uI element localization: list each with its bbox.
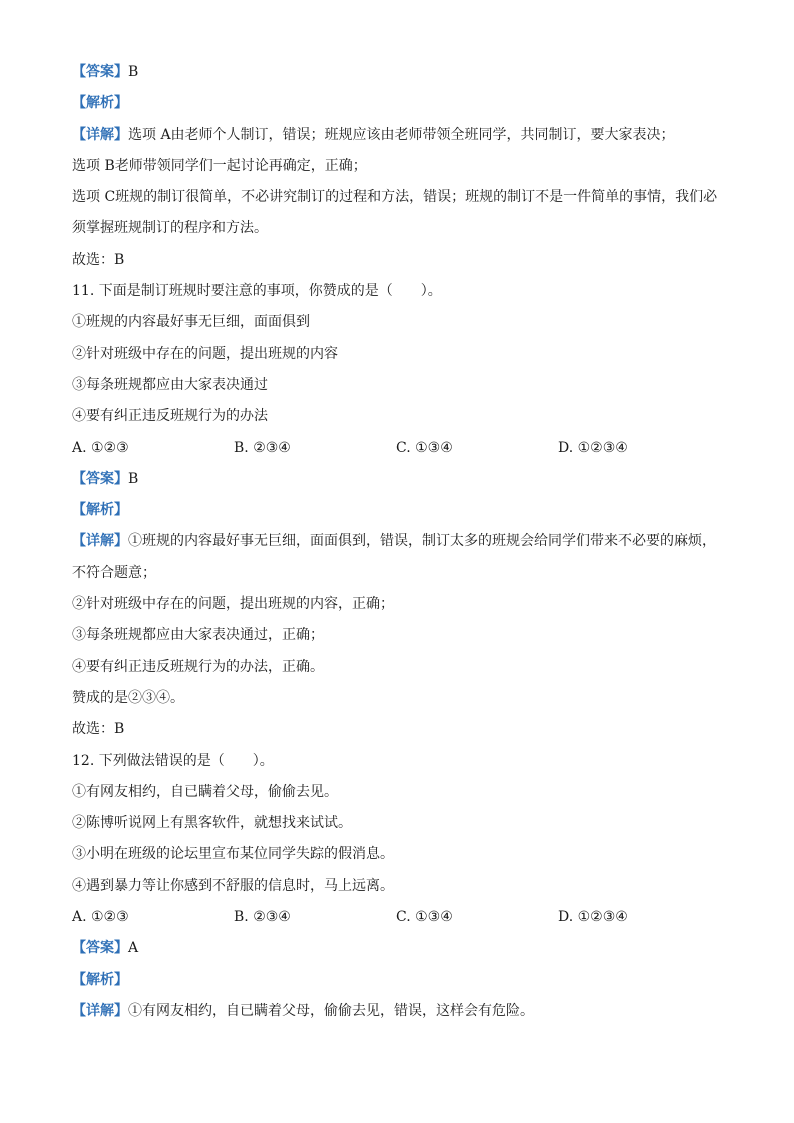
option-c: C. ①③④ bbox=[396, 439, 453, 456]
option-a: A. ①②③ bbox=[72, 439, 129, 456]
answer-line bbox=[72, 938, 732, 959]
detail-tag: 【详解】 bbox=[72, 1002, 128, 1019]
detail-line bbox=[72, 1001, 732, 1022]
answer-value: A bbox=[128, 940, 139, 957]
question-stem: 12. 下列做法错误的是（ ）。 bbox=[72, 752, 274, 769]
question-item: ②针对班级中存在的问题，提出班规的内容 bbox=[72, 345, 338, 362]
analysis-tag: 【解析】 bbox=[72, 95, 128, 112]
analysis-tag: 【解析】 bbox=[72, 971, 128, 988]
answer-value: B bbox=[128, 64, 139, 80]
question-item: ③每条班规都应由大家表决通过 bbox=[72, 376, 268, 393]
option-d: D. ①②③④ bbox=[558, 439, 628, 456]
detail-line bbox=[72, 125, 732, 146]
question-item: ②陈博听说网上有黑客软件，就想找来试试。 bbox=[72, 815, 352, 832]
answer-value: B bbox=[128, 470, 139, 487]
detail-line: 选项 B老师带领同学们一起讨论再确定，正确； bbox=[72, 157, 367, 174]
option-c: C. ①③④ bbox=[396, 909, 453, 926]
analysis-tag: 【解析】 bbox=[72, 502, 128, 519]
option-b: B. ②③④ bbox=[234, 439, 291, 456]
answer-tag: 【答案】 bbox=[72, 64, 128, 80]
detail-line: 不符合题意； bbox=[72, 564, 156, 581]
detail-line: 赞成的是②③④。 bbox=[72, 689, 184, 706]
question-item: ④要有纠正违反班规行为的办法 bbox=[72, 408, 268, 425]
question-item: ③小明在班级的论坛里宣布某位同学失踪的假消息。 bbox=[72, 846, 394, 863]
question-item: ①班规的内容最好事无巨细，面面俱到 bbox=[72, 314, 310, 331]
detail-line bbox=[72, 531, 732, 552]
analysis-line bbox=[72, 970, 732, 991]
detail-text: ①班规的内容最好事无巨细，面面俱到，错误，制订太多的班规会给同学们带来不必要的麻烦， bbox=[128, 533, 716, 550]
option-row bbox=[72, 438, 732, 459]
detail-line: ③每条班规都应由大家表决通过，正确； bbox=[72, 627, 324, 644]
detail-line: 须掌握班规制订的程序和方法。 bbox=[72, 220, 268, 237]
question-stem: 11. 下面是制订班规时要注意的事项，你赞成的是（ ）。 bbox=[72, 283, 442, 300]
answer-tag: 【答案】 bbox=[72, 470, 128, 487]
answer-line bbox=[72, 469, 732, 490]
analysis-line bbox=[72, 500, 732, 521]
detail-tag: 【详解】 bbox=[72, 533, 128, 550]
question-item: ④遇到暴力等让你感到不舒服的信息时，马上远离。 bbox=[72, 877, 394, 894]
detail-line: ②针对班级中存在的问题，提出班规的内容，正确； bbox=[72, 596, 394, 613]
answer-line bbox=[72, 62, 732, 83]
detail-line: ④要有纠正违反班规行为的办法，正确。 bbox=[72, 658, 324, 675]
detail-line: 选项 C班规的制订很简单，不必讲究制订的过程和方法，错误；班规的制订不是一件简单的事情，我们必 bbox=[72, 189, 718, 206]
choice-line: 故选：B bbox=[72, 721, 125, 738]
option-a: A. ①②③ bbox=[72, 909, 129, 926]
option-b: B. ②③④ bbox=[234, 909, 291, 926]
option-row bbox=[72, 907, 732, 928]
question-item: ①有网友相约，自已瞒着父母，偷偷去见。 bbox=[72, 783, 338, 800]
analysis-line bbox=[72, 93, 732, 114]
document-page bbox=[72, 62, 732, 1032]
choice-line: 故选：B bbox=[72, 251, 125, 268]
detail-text: 选项 A由老师个人制订，错误；班规应该由老师带领全班同学，共同制订，要大家表决； bbox=[128, 126, 675, 143]
answer-tag: 【答案】 bbox=[72, 940, 128, 957]
detail-text: ①有网友相约，自已瞒着父母，偷偷去见，错误，这样会有危险。 bbox=[128, 1002, 534, 1019]
detail-tag: 【详解】 bbox=[72, 126, 128, 143]
option-d: D. ①②③④ bbox=[558, 909, 628, 926]
